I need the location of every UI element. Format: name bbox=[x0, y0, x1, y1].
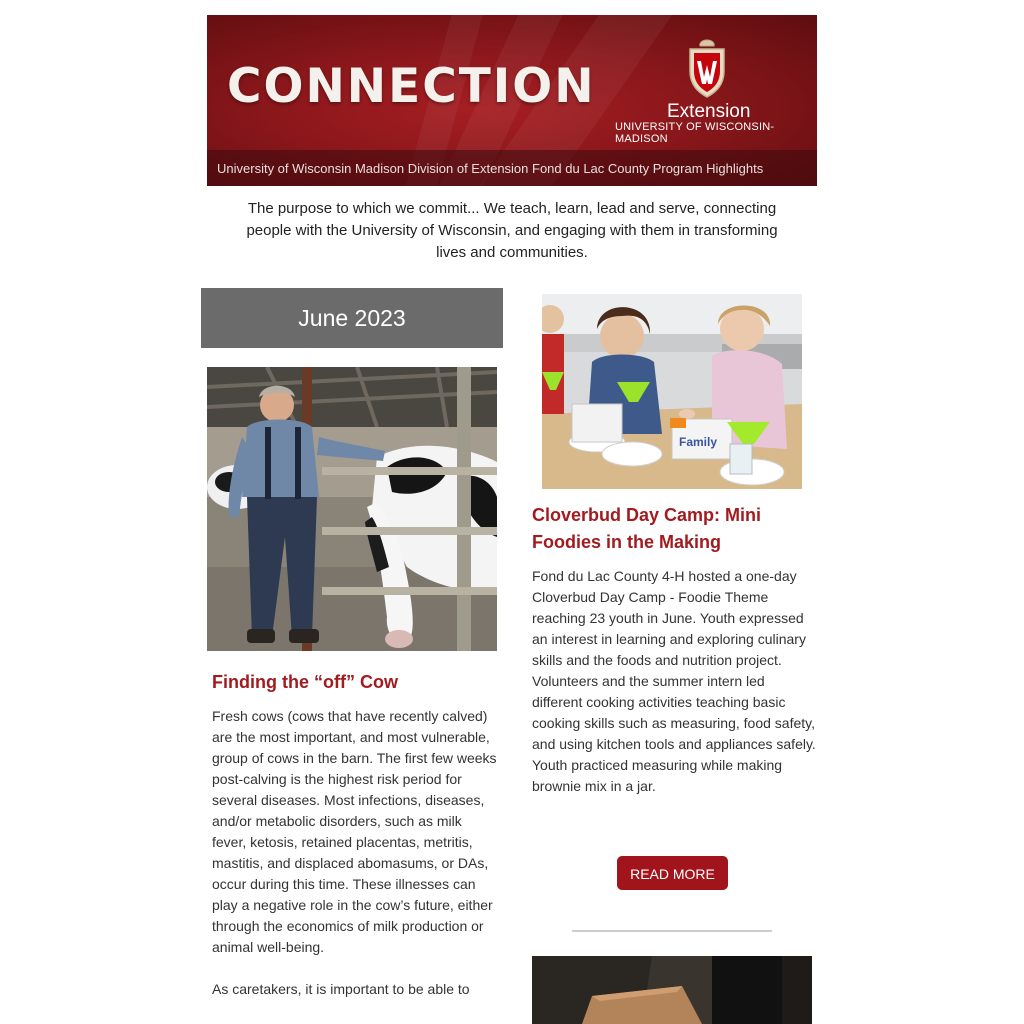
article-headline-off-cow[interactable]: Finding the “off” Cow bbox=[212, 672, 398, 692]
section-divider bbox=[572, 930, 772, 932]
university-label: UNIVERSITY OF WISCONSIN-MADISON bbox=[615, 121, 775, 145]
article-body-off-cow bbox=[212, 706, 497, 1021]
newsletter-title: CONNECTION bbox=[227, 59, 596, 114]
banner-subtitle: University of Wisconsin Madison Division of Extension Fond du Lac County Program Highlights bbox=[217, 161, 764, 176]
extension-label: Extension bbox=[667, 101, 751, 122]
article-paragraph: Fresh cows (cows that have recently calved) are the most important, and most vulnerable, group of cows in the barn. The first few weeks post-calving is the highest risk period for several diseases. Most infections, diseases, and/or metabolic disorders, such as milk fever, ketosis, retained placentas, metritis, mastitis, and displaced abomasums, or DAs, occur during this time. These illnesses can play a negative role in the cow’s future, either through the economics of milk production or animal well-being. bbox=[212, 708, 497, 955]
issue-date: June 2023 bbox=[201, 288, 503, 348]
header-banner bbox=[207, 15, 817, 186]
article-headline-cloverbud[interactable]: Cloverbud Day Camp: Mini Foodies in the Making bbox=[532, 505, 762, 552]
banner-subtitle-strip bbox=[207, 150, 817, 186]
uw-crest-icon bbox=[686, 37, 728, 99]
container-label: Family bbox=[679, 435, 718, 449]
cow-photo bbox=[207, 367, 497, 651]
article-paragraph: As caretakers, it is important to be able to bbox=[212, 981, 470, 997]
article-body-cloverbud bbox=[532, 566, 817, 818]
next-article-photo bbox=[532, 956, 812, 1024]
read-more-button[interactable]: READ MORE bbox=[617, 856, 728, 890]
purpose-statement: The purpose to which we commit... We teach, learn, lead and serve, connecting people with the University of Wisconsin, and engaging with them in transforming lives and communities. bbox=[246, 200, 778, 261]
cloverbud-photo bbox=[542, 294, 802, 489]
article-paragraph: Fond du Lac County 4-H hosted a one-day Cloverbud Day Camp - Foodie Theme reaching 23 youth in June. Youth expressed an interest in learning and exploring culinary skills and the foods and nutrition project. Volunteers and the summer intern led different cooking activities teaching basic cooking skills such as measuring, food safety, and using kitchen tools and appliances safely. Youth practiced measuring while making brownie mix in a jar. bbox=[532, 568, 816, 794]
